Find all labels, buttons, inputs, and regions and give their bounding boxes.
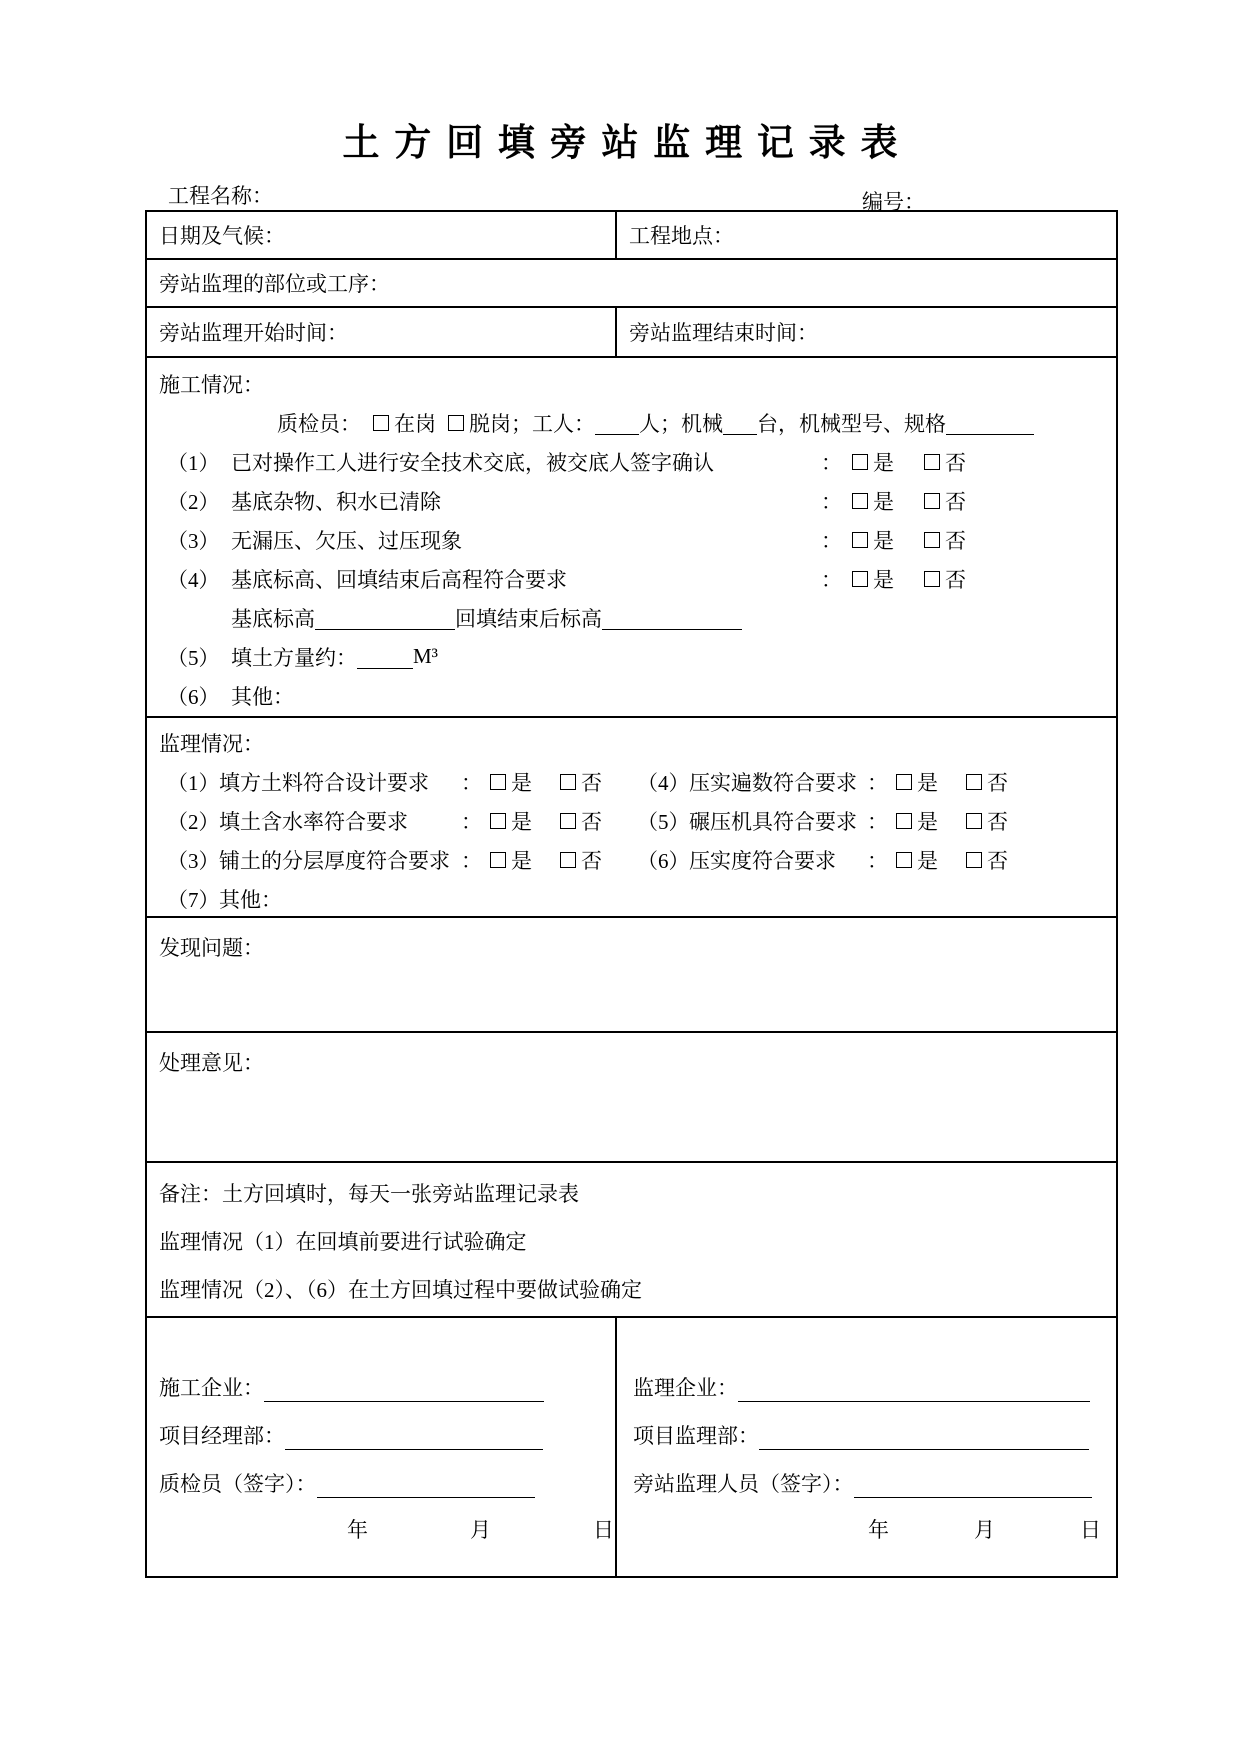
other-label: 其他： (219, 887, 282, 912)
month-label: 月 (974, 1518, 995, 1542)
no-checkbox[interactable] (924, 532, 940, 548)
page-title: 土方回填旁站监理记录表 (342, 123, 913, 164)
project-supervision-dept-line (633, 1410, 1186, 1458)
construction-item-2 (147, 481, 1116, 520)
construction-item-1 (147, 442, 1116, 481)
other-label: 其他： (231, 684, 294, 709)
answer-colon: ： (461, 770, 482, 795)
item-text: 填方土料符合设计要求 (219, 770, 429, 795)
volume-label: 填土方量约： (231, 645, 357, 670)
answer-colon: ： (821, 450, 842, 475)
item-answer (821, 564, 966, 594)
meta-row (145, 180, 1118, 214)
yes-checkbox[interactable] (852, 532, 868, 548)
answer-colon: ： (461, 809, 482, 834)
machines-count-blank[interactable] (723, 410, 757, 435)
answer-colon: ： (867, 809, 888, 834)
answer-colon: ： (867, 848, 888, 873)
no-label: 否 (987, 770, 1008, 795)
item-text: 压实遍数符合要求 (689, 770, 857, 795)
construction-company-label: 施工企业： (159, 1376, 264, 1400)
project-supervision-dept-label: 项目监理部： (633, 1424, 759, 1448)
no-checkbox[interactable] (924, 571, 940, 587)
yes-checkbox[interactable] (852, 493, 868, 509)
record-table (145, 210, 1118, 1578)
yes-checkbox[interactable] (896, 774, 912, 790)
item-number: （3） (167, 528, 220, 553)
supervision-company-label: 监理企业： (633, 1376, 738, 1400)
yes-checkbox[interactable] (490, 774, 506, 790)
off-duty-label: 脱岗； (469, 411, 532, 436)
day-label: 日 (593, 1518, 614, 1542)
yes-label: 是 (873, 528, 894, 553)
month-label: 月 (470, 1518, 491, 1542)
item-number: （1） (167, 770, 220, 795)
supervision-item-5 (637, 806, 1116, 836)
supervision-section-label: 监理情况： (159, 731, 264, 756)
answer-colon: ： (821, 567, 842, 592)
yes-checkbox[interactable] (490, 852, 506, 868)
base-elevation-blank[interactable] (315, 605, 455, 630)
off-duty-checkbox[interactable] (448, 415, 464, 431)
yes-checkbox[interactable] (852, 571, 868, 587)
end-elevation-blank[interactable] (602, 605, 742, 630)
inspector-signature-label: 质检员（签字）： (159, 1472, 317, 1496)
note-text: 备注：土方回填时，每天一张旁站监理记录表 (159, 1182, 579, 1206)
yes-label: 是 (511, 809, 532, 834)
yes-label: 是 (917, 809, 938, 834)
no-label: 否 (581, 848, 602, 873)
item-number: （1） (167, 450, 220, 475)
item-answer (821, 486, 966, 516)
supervision-company-line (633, 1362, 1186, 1410)
yes-label: 是 (511, 848, 532, 873)
supervision-section-label-line (147, 723, 1116, 762)
item-number: （6） (637, 848, 690, 873)
supervisor-signature-label: 旁站监理人员（签字）： (633, 1472, 854, 1496)
inspector-line (147, 403, 1116, 442)
construction-item-5 (147, 637, 1116, 676)
yes-label: 是 (917, 848, 938, 873)
no-label: 否 (945, 567, 966, 592)
construction-company-line (159, 1362, 615, 1410)
note-text: 监理情况（2）、（6）在土方回填过程中要做试验确定 (159, 1278, 642, 1302)
date-weather-label: 日期及气候： (159, 224, 285, 248)
supervision-item-6 (637, 845, 1116, 875)
item-text: 基底标高、回填结束后高程符合要求 (231, 567, 567, 592)
workers-label: 工人： (532, 411, 595, 436)
item-number: （5） (167, 645, 220, 670)
answer-colon: ： (867, 770, 888, 795)
yes-label: 是 (873, 489, 894, 514)
note-text: 监理情况（1）在回填前要进行试验确定 (159, 1230, 527, 1254)
construction-item-4 (147, 559, 1116, 598)
no-checkbox[interactable] (560, 774, 576, 790)
on-duty-label: 在岗 (394, 411, 436, 436)
construction-company-blank[interactable] (264, 1377, 544, 1402)
item-text: 碾压机具符合要求 (689, 809, 857, 834)
supervision-section (147, 718, 1116, 918)
machines-suffix: 台，机械型号、规格 (757, 411, 946, 436)
construction-section-label: 施工情况： (159, 372, 264, 397)
construction-section-label-line (147, 364, 1116, 403)
answer-colon: ： (821, 489, 842, 514)
position-process-cell[interactable] (147, 260, 1116, 308)
problems-label: 发现问题： (159, 936, 264, 960)
no-label: 否 (945, 528, 966, 553)
supervision-item-1 (167, 767, 637, 797)
project-manager-dept-line (159, 1410, 615, 1458)
item-answer (821, 525, 966, 555)
item-number: （6） (167, 684, 220, 709)
location-label: 工程地点： (629, 224, 734, 248)
note-line-1 (159, 1169, 1116, 1217)
no-checkbox[interactable] (924, 493, 940, 509)
location-cell[interactable] (617, 212, 1116, 258)
supervision-row-3 (147, 840, 1116, 879)
no-label: 否 (987, 809, 1008, 834)
row-date-location (147, 212, 1116, 260)
signature-section (147, 1318, 1116, 1576)
no-checkbox[interactable] (560, 813, 576, 829)
construction-section (147, 358, 1116, 718)
row-times (147, 308, 1116, 358)
date-weather-cell[interactable] (147, 212, 617, 258)
item-answer (867, 767, 1008, 797)
no-checkbox[interactable] (966, 774, 982, 790)
yes-label: 是 (917, 770, 938, 795)
no-checkbox[interactable] (924, 454, 940, 470)
problems-cell[interactable] (147, 918, 1116, 1033)
item-answer (461, 845, 602, 875)
no-label: 否 (987, 848, 1008, 873)
day-label: 日 (1080, 1518, 1101, 1542)
note-line-3 (159, 1265, 1116, 1313)
item-number: （2） (167, 489, 220, 514)
position-process-label: 旁站监理的部位或工序： (159, 272, 390, 296)
item-answer (461, 767, 602, 797)
opinions-label: 处理意见： (159, 1051, 264, 1075)
item-answer (821, 447, 966, 477)
item-answer (461, 806, 602, 836)
supervision-company-blank[interactable] (738, 1377, 1090, 1402)
project-name-label: 工程名称： (168, 184, 273, 208)
supervision-date-line[interactable] (868, 1506, 1186, 1552)
no-label: 否 (945, 489, 966, 514)
construction-date-line[interactable] (347, 1506, 615, 1552)
supervision-item-3 (167, 845, 637, 875)
yes-checkbox[interactable] (490, 813, 506, 829)
item-text: 已对操作工人进行安全技术交底，被交底人签字确认 (231, 450, 714, 475)
year-label: 年 (868, 1518, 889, 1542)
end-elevation-label: 回填结束后标高 (455, 606, 602, 631)
notes-section (147, 1163, 1116, 1318)
item-number: （4） (167, 567, 220, 592)
inspector-signature-line (159, 1458, 615, 1506)
item-text: 基底杂物、积水已清除 (231, 489, 441, 514)
volume-unit: M³ (413, 644, 438, 668)
item-number: （5） (637, 809, 690, 834)
inspector-label: 质检员： (277, 411, 361, 436)
supervision-row-2 (147, 801, 1116, 840)
opinions-cell[interactable] (147, 1033, 1116, 1163)
construction-signature-cell (147, 1318, 617, 1576)
volume-blank[interactable] (357, 644, 413, 669)
start-time-label: 旁站监理开始时间： (159, 321, 348, 345)
construction-item-3 (147, 520, 1116, 559)
machine-spec-blank[interactable] (946, 410, 1034, 435)
item-answer (867, 806, 1008, 836)
no-label: 否 (945, 450, 966, 475)
supervisor-signature-line (633, 1458, 1186, 1506)
supervisor-signature-blank[interactable] (854, 1473, 1092, 1498)
no-checkbox[interactable] (966, 813, 982, 829)
workers-suffix: 人；机械 (639, 411, 723, 436)
yes-checkbox[interactable] (896, 852, 912, 868)
item-number: （3） (167, 848, 220, 873)
supervision-row-1 (147, 762, 1116, 801)
base-elevation-label: 基底标高 (231, 606, 315, 631)
start-time-cell[interactable] (147, 308, 617, 356)
yes-checkbox[interactable] (852, 454, 868, 470)
supervision-signature-cell (617, 1318, 1186, 1576)
item-answer (867, 845, 1008, 875)
item-text: 压实度符合要求 (689, 848, 836, 873)
project-supervision-dept-blank[interactable] (759, 1425, 1089, 1450)
no-label: 否 (581, 770, 602, 795)
elevation-line (147, 598, 1116, 637)
yes-checkbox[interactable] (896, 813, 912, 829)
inspector-signature-blank[interactable] (317, 1473, 535, 1498)
no-checkbox[interactable] (560, 852, 576, 868)
doc-number-label: 编号： (862, 190, 925, 214)
supervision-item-4 (637, 767, 1116, 797)
item-number: （7） (167, 887, 220, 912)
yes-label: 是 (873, 567, 894, 592)
workers-count-blank[interactable] (595, 410, 639, 435)
year-label: 年 (347, 1518, 368, 1542)
answer-colon: ： (461, 848, 482, 873)
supervision-item-7[interactable] (147, 879, 1116, 918)
no-label: 否 (581, 809, 602, 834)
item-text: 填土含水率符合要求 (219, 809, 408, 834)
item-number: （2） (167, 809, 220, 834)
end-time-label: 旁站监理结束时间： (629, 321, 818, 345)
yes-label: 是 (511, 770, 532, 795)
supervision-item-2 (167, 806, 637, 836)
item-text: 铺土的分层厚度符合要求 (219, 848, 450, 873)
yes-label: 是 (873, 450, 894, 475)
answer-colon: ： (821, 528, 842, 553)
no-checkbox[interactable] (966, 852, 982, 868)
end-time-cell[interactable] (617, 308, 1116, 356)
construction-item-6[interactable] (147, 676, 1116, 715)
item-text: 无漏压、欠压、过压现象 (231, 528, 462, 553)
project-manager-dept-label: 项目经理部： (159, 1424, 285, 1448)
on-duty-checkbox[interactable] (373, 415, 389, 431)
item-number: （4） (637, 770, 690, 795)
project-manager-dept-blank[interactable] (285, 1425, 543, 1450)
note-line-2 (159, 1217, 1116, 1265)
